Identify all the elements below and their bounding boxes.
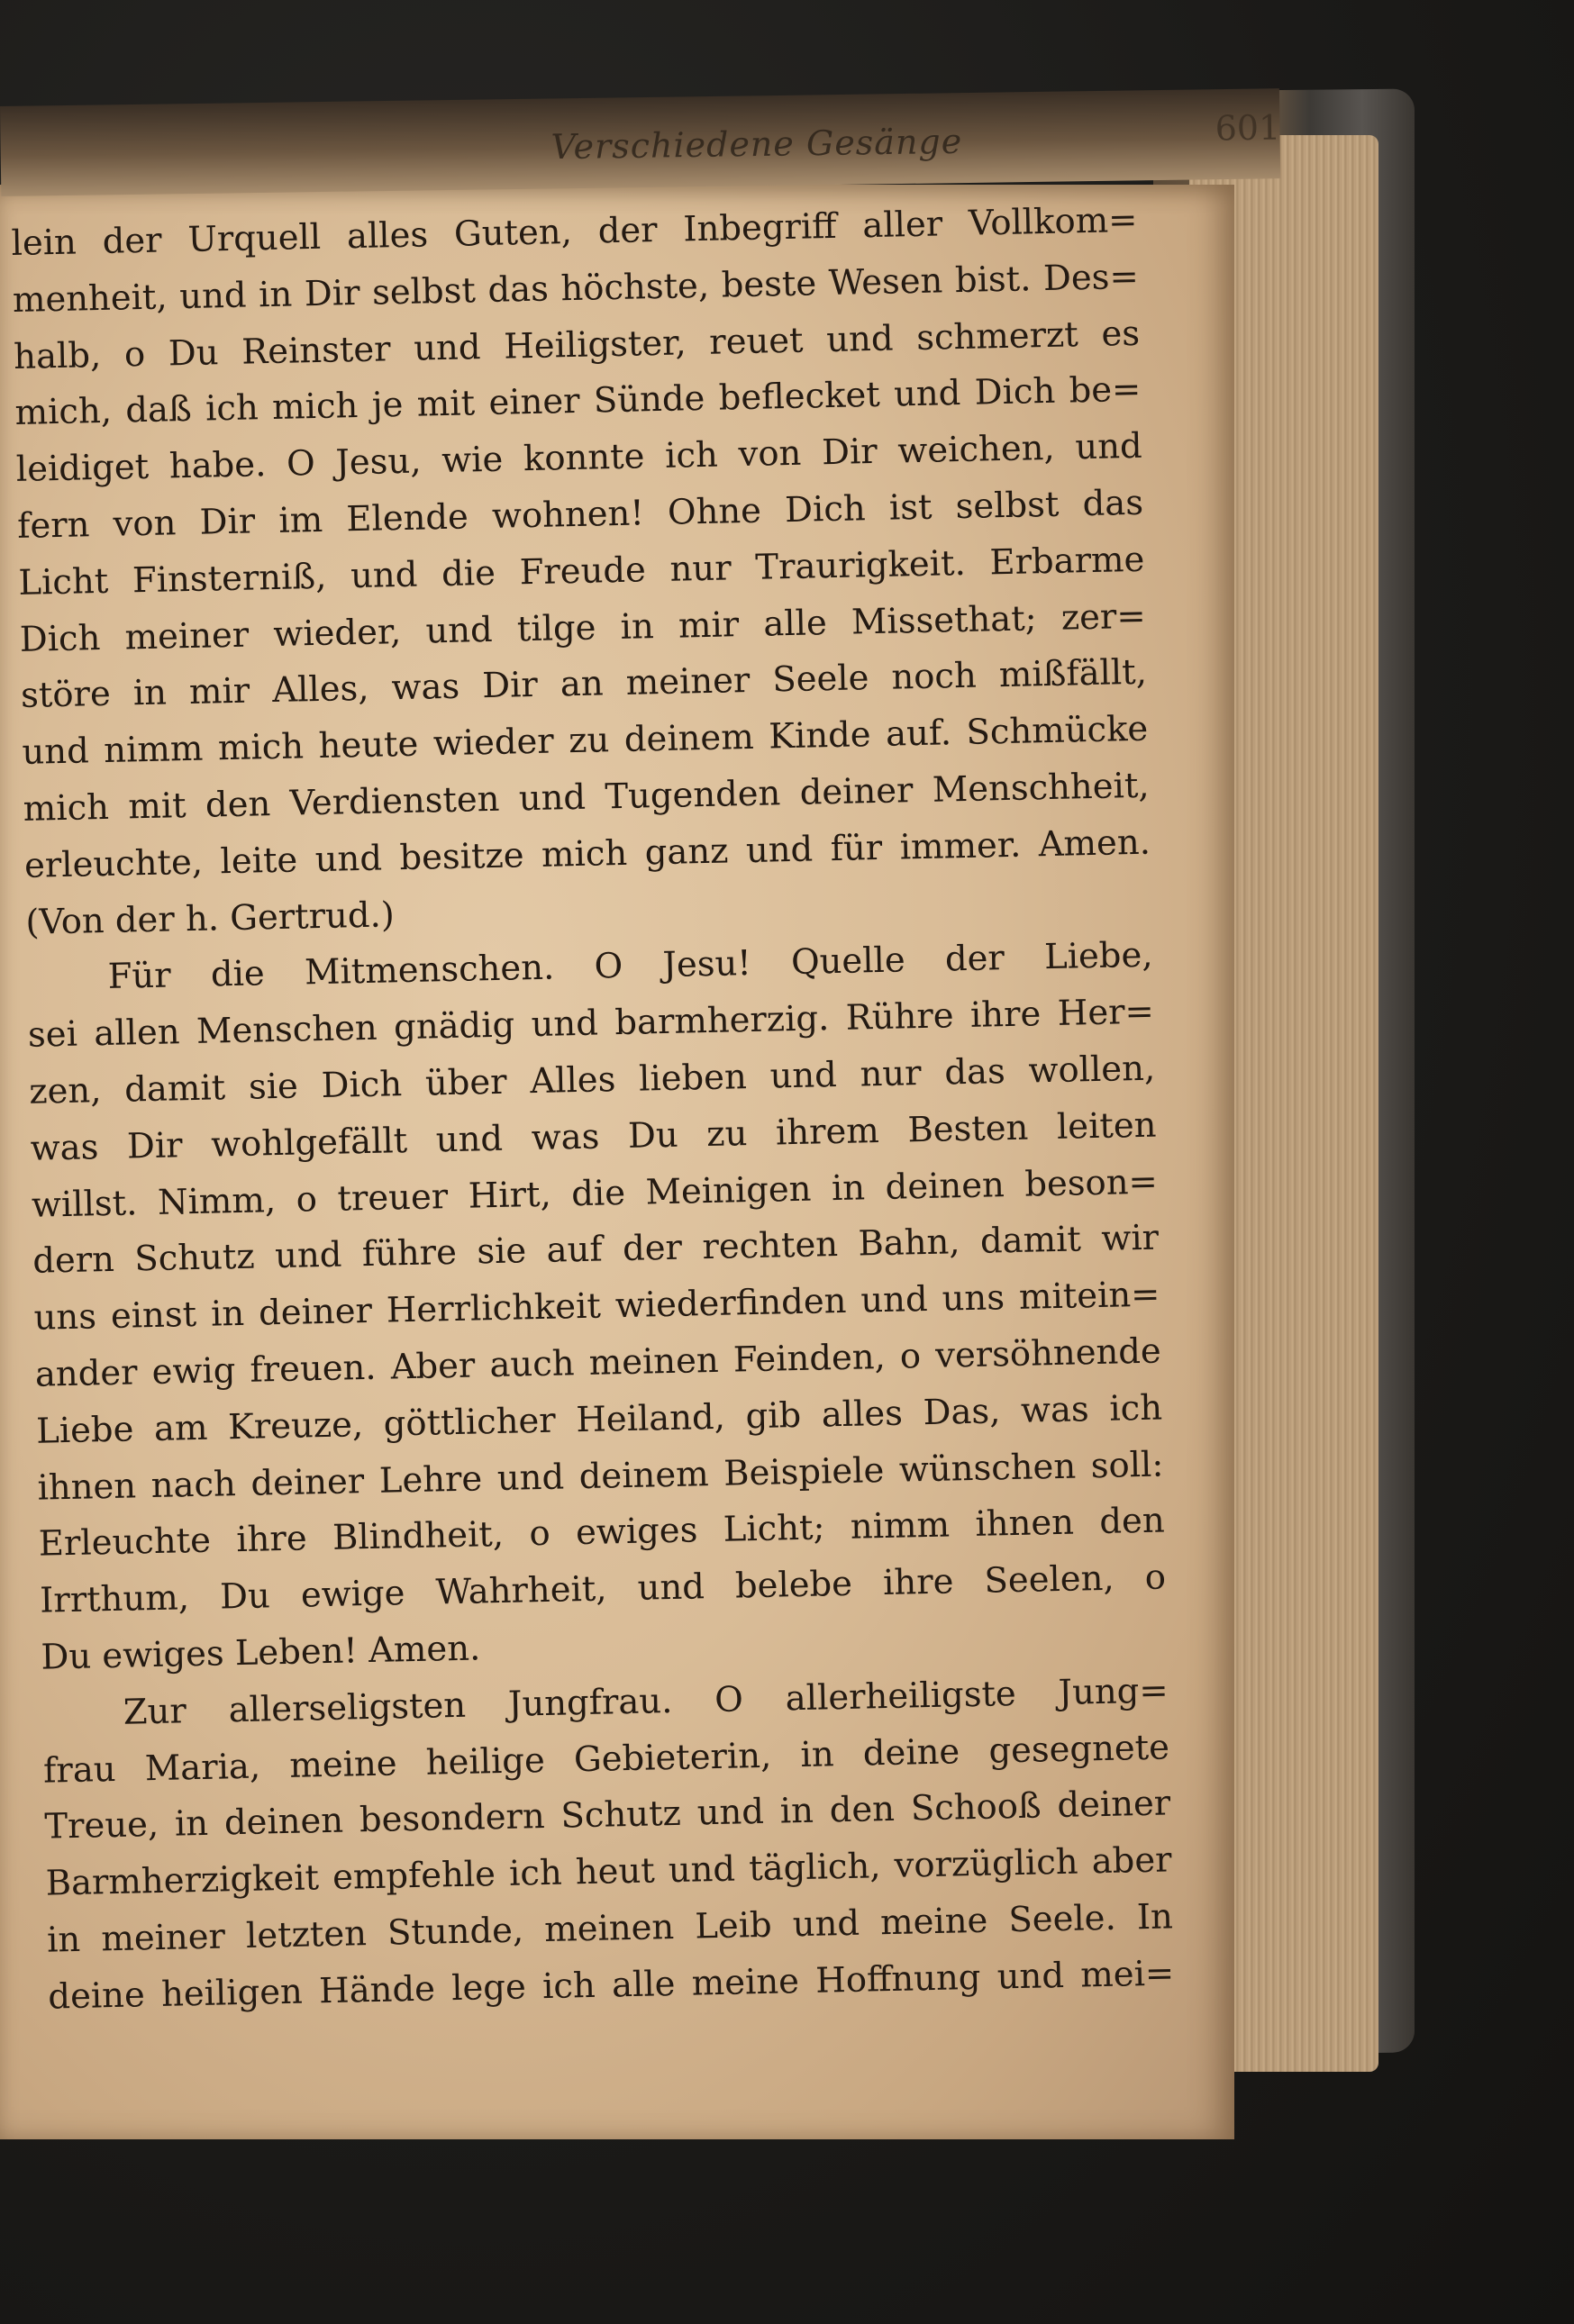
- text-line: Du ewiges Leben! Amen.: [41, 1628, 481, 1678]
- text-line: frau Maria, meine heilige Gebieterin, in deine gesegnete: [42, 1726, 1170, 1792]
- text-line: (Von der h. Gertrud.): [24, 894, 396, 943]
- text-line: Licht Finsterniß, und die Freude nur Traurigkeit. Erbarme: [18, 539, 1145, 604]
- text-line: und nimm mich heute wieder zu deinem Kinde auf. Schmücke: [22, 708, 1149, 774]
- text-line: dern Schutz und führe sie auf der rechten Bahn, damit wir: [32, 1217, 1160, 1283]
- text-line: sei allen Menschen gnädig und barmherzig. Rühre ihre Her=: [27, 991, 1155, 1056]
- text-line: in meiner letzten Stunde, meinen Leib und meine Seele. In: [46, 1896, 1174, 1961]
- text-line: Für die Mitmenschen. O Jesu! Quelle der Liebe,: [107, 935, 1153, 998]
- text-line: störe in mir Alles, was Dir an meiner Seele noch mißfällt,: [20, 652, 1148, 717]
- text-line: zen, damit sie Dich über Alles lieben und nur das wollen,: [28, 1048, 1156, 1112]
- body-text: [11, 193, 1176, 2090]
- text-line: erleuchte, leite und besitze mich ganz und für immer. Amen.: [23, 822, 1151, 886]
- text-line: fern von Dir im Elende wohnen! Ohne Dich ist selbst das: [16, 482, 1144, 547]
- text-line: Dich meiner wieder, und tilge in mir alle Missethat; zer=: [19, 595, 1147, 660]
- text-line: ander ewig freuen. Aber auch meinen Feinden, o versöhnende: [34, 1330, 1162, 1395]
- text-line: ihnen nach deiner Lehre und deinem Beispiele wünschen soll:: [37, 1444, 1164, 1509]
- text-line: menheit, und in Dir selbst das höchste, beste Wesen bist. Des=: [12, 256, 1140, 321]
- text-line: leidiget habe. O Jesu, wie konnte ich von Dir weichen, und: [15, 425, 1143, 491]
- text-line: Irrthum, Du ewige Wahrheit, und belebe ihre Seelen, o: [39, 1557, 1167, 1621]
- text-line: lein der Urquell alles Guten, der Inbegriff aller Vollkom=: [11, 199, 1138, 264]
- text-line: Zur allerseligsten Jungfrau. O allerheiligste Jung=: [123, 1670, 1169, 1733]
- text-line: Liebe am Kreuze, göttlicher Heiland, gib alles Das, was ich: [35, 1387, 1163, 1452]
- text-line: deine heiligen Hände lege ich alle meine Hoffnung und mei=: [47, 1953, 1175, 2018]
- running-head: Verschiedene Gesänge: [550, 121, 963, 168]
- text-line: was Dir wohlgefällt und was Du zu ihrem Besten leiten: [30, 1104, 1157, 1169]
- text-line: mich mit den Verdiensten und Tugenden deiner Menschheit,: [23, 765, 1150, 830]
- text-line: Treue, in deinen besondern Schutz und in den Schooß deiner: [43, 1783, 1171, 1847]
- text-line: willst. Nimm, o treuer Hirt, die Meinigen in deinen beson=: [31, 1161, 1159, 1226]
- text-line: Barmherzigkeit empfehle ich heut und täglich, vorzüglich aber: [45, 1839, 1172, 1904]
- text-line: uns einst in deiner Herrlichkeit wiederfinden und uns mitein=: [33, 1274, 1160, 1339]
- page-number: 601: [1215, 107, 1281, 149]
- text-line: Erleuchte ihre Blindheit, o ewiges Licht; nimm ihnen den: [38, 1500, 1166, 1565]
- text-line: halb, o Du Reinster und Heiligster, reuet und schmerzt es: [13, 313, 1141, 377]
- text-line: mich, daß ich mich je mit einer Sünde beflecket und Dich be=: [14, 369, 1142, 434]
